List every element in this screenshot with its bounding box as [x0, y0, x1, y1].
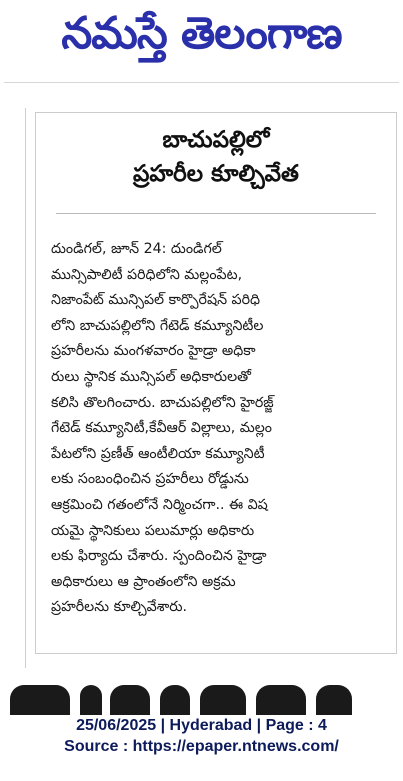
headline-line-1: బాచుపల్లిలో [162, 127, 270, 153]
source-url[interactable]: Source : https://epaper.ntnews.com/ [64, 738, 339, 755]
body-line: లోని బాచుపల్లిలోని గేటెడ్ కమ్యూనిటీల [51, 317, 264, 334]
body-line: లకు సంబంధించిన ప్రహరీలు రోడ్డును [51, 471, 249, 488]
edition-date-page: 25/06/2025 | Hyderabad | Page : 4 [76, 717, 327, 734]
body-line: మున్సిపాలిటీ పరిధిలోని మల్లంపేట, [51, 266, 243, 283]
body-line: దుండిగల్, జూన్ 24: దుండిగల్ [51, 241, 222, 257]
body-line: ఆక్రమించి గతంలోనే నిర్మించగా.. ఈ విష [51, 496, 268, 513]
body-line: కలిసి తొలగించారు. బాచుపల్లిలోని హైరజ్జ్ [51, 394, 274, 411]
body-line: ప్రహరీలను కూల్చివేశారు. [51, 599, 188, 616]
article-headline [36, 113, 396, 191]
body-line: ప్రహరీలను మంగళవారం హైడ్రా అధికా [51, 343, 256, 360]
cropped-next-headline [10, 675, 380, 715]
column-divider [25, 108, 26, 668]
body-line: యమై స్థానికులు పలుమార్లు అధికారు [51, 522, 255, 539]
body-line: పేటలోని ప్రణీత్ ఆంటీలియా కమ్యూనిటీ [51, 445, 265, 462]
headline-line-2: ప్రహరీల కూల్చివేత [133, 161, 299, 187]
news-article [35, 112, 397, 654]
edition-caption [0, 715, 403, 757]
article-body [51, 237, 381, 621]
body-line: నిజాంపేట్ మున్సిపల్ కార్పొరేషన్ పరిధి [51, 292, 261, 309]
body-line: లకు ఫిర్యాదు చేశారు. స్పందించిన హైడ్రా [51, 548, 267, 565]
body-line: అధికారులు ఆ ప్రాంతంలోని అక్రమ [51, 573, 236, 590]
body-line: గేటెడ్ కమ్యూనిటీ,కేవీఆర్ విల్లాలు, మల్లం [51, 420, 272, 437]
masthead-title: నమస్తే తెలంగాణ [61, 8, 342, 59]
body-line: రులు స్థానిక మున్సిపల్ అధికారులతో [51, 368, 251, 385]
newspaper-masthead [0, 0, 403, 78]
headline-divider [56, 213, 376, 214]
